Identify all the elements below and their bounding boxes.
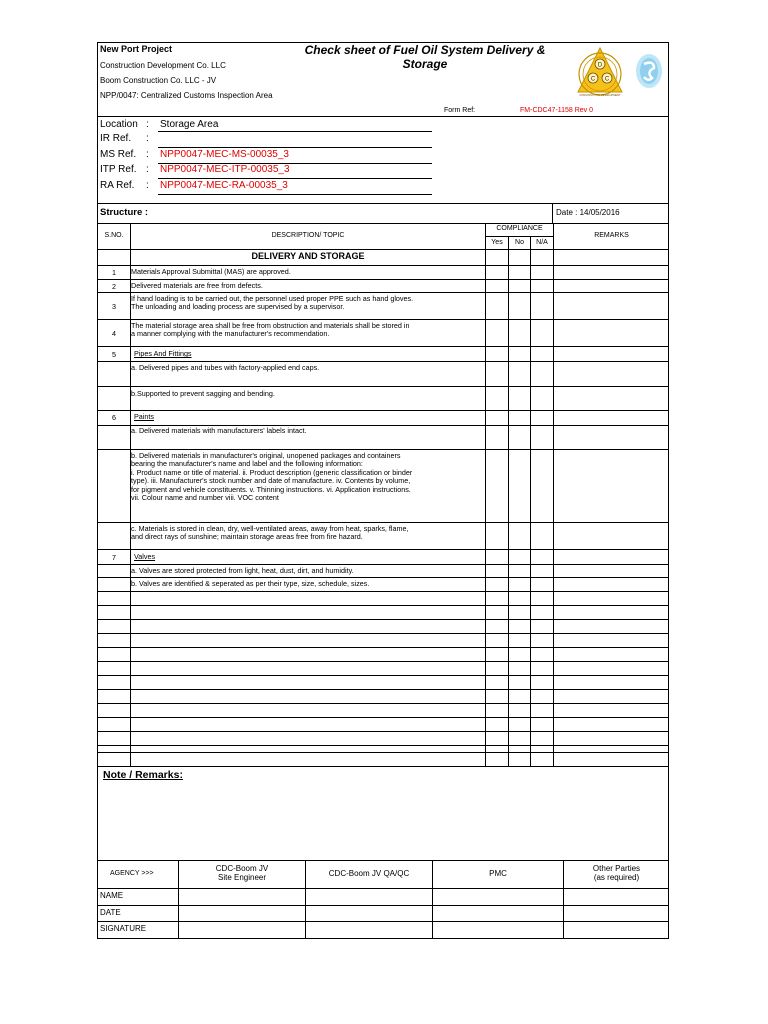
ra-ref-label: RA Ref. [100,180,135,191]
company-logo [574,44,666,102]
table-rule [97,249,669,250]
ir-ref-label: IR Ref. [100,133,132,144]
agency-label: AGENCY >>> [110,870,154,877]
row-description: a. Delivered materials with manufacturers' labels intact. [131,426,307,435]
table-rule [97,860,669,861]
table-rule [97,577,669,578]
pmc-header: PMC [489,869,507,878]
row-subheading: Pipes And Fittings [134,349,192,358]
table-rule [97,633,669,634]
table-rule [97,449,669,450]
table-rule [553,223,554,766]
location-value[interactable]: Storage Area [160,119,219,130]
table-rule [97,386,669,387]
table-rule [97,745,669,746]
table-rule [508,236,509,766]
row-description: b.Supported to prevent sagging and bending. [131,389,275,398]
col-remarks-header: REMARKS [594,232,629,239]
logo-ring-text: CONSTRUCTION DEVELOPMENT [579,94,621,97]
table-rule [97,717,669,718]
sheet-title-line2: Storage [402,57,448,71]
field-underline [158,147,432,148]
logo-letter-c2: C [604,76,610,83]
table-rule [97,921,669,922]
table-rule [97,591,669,592]
table-rule [97,279,669,280]
row-description: b. Valves are identified & seperated as per their type, size, schedule, sizes. [131,579,370,588]
ms-ref-label: MS Ref. [100,149,137,160]
field-underline [158,178,432,179]
col-description-header: DESCRIPTION/ TOPIC [271,232,345,239]
row-subheading: Paints [134,412,154,421]
row-sno: 5 [112,350,116,359]
row-sno: 2 [112,282,116,291]
itp-ref-value[interactable]: NPP0047-MEC-ITP-00035_3 [160,164,290,175]
divider [97,116,669,117]
section-title: DELIVERY AND STORAGE [251,251,365,261]
row-subheading: Valves [134,552,156,561]
logo-letter-c1: C [590,76,596,83]
table-rule [485,236,553,237]
colon: : [146,149,149,160]
table-rule [97,319,669,320]
inspection-date: Date : 14/05/2016 [556,208,620,217]
ra-ref-value[interactable]: NPP0047-MEC-RA-00035_3 [160,180,288,191]
table-rule [97,731,669,732]
row-description: a. Valves are stored protected from light, heat, dust, dirt, and humidity. [131,566,354,575]
company-1: Construction Development Co. LLC [100,61,226,70]
name-row-label: NAME [100,891,124,900]
date-row-label: DATE [100,908,121,917]
divider [97,203,669,204]
row-sno: 7 [112,553,116,562]
logo-letter-d: D [597,62,603,69]
table-rule [97,619,669,620]
note-area[interactable] [100,786,666,858]
row-description: c. Materials is stored in clean, dry, well-ventilated areas, away from heat, sparks, flame, and direct rays of sunshine; maintain storage areas free from fire hazard. [131,524,409,542]
table-rule [97,752,669,753]
table-rule [97,292,669,293]
table-rule [97,410,669,411]
table-rule [97,766,669,767]
row-sno: 6 [112,413,116,422]
signature-row-label: SIGNATURE [100,924,147,933]
table-rule [97,522,669,523]
row-description: b. Delivered materials in manufacturer's original, unopened packages and containers bearing the manufacturer's name and label and the following information: i. Product name or title of material. ii. Product description (generic classification or binder type). iii. Manufacturer's stock number and date of manufacture. iv. Contents by volume, for pigment and vehicle constituents. v. Thinning instructions. vi. Application instructions. vii. Colour name and number viii. VOC content [131,451,413,503]
row-sno: 4 [112,329,116,338]
site-engineer-header: CDC-Boom JV Site Engineer [215,864,269,883]
ms-ref-value[interactable]: NPP0047-MEC-MS-00035_3 [160,149,289,160]
project-name: New Port Project [100,44,173,54]
table-rule [97,703,669,704]
table-rule [97,361,669,362]
structure-label: Structure : [100,207,149,218]
row-description: The material storage area shall be free from obstruction and materials shall be stored in a manner complying with the manufacturer's recommendation. [131,321,410,339]
row-description: a. Delivered pipes and tubes with factory-applied end caps. [131,363,320,372]
table-rule [97,265,669,266]
company-2: Boom Construction Co. LLC - JV [100,76,217,85]
colon: : [146,133,149,144]
col-compliance-header: COMPLIANCE [496,225,543,232]
table-rule [97,675,669,676]
note-label: Note / Remarks: [103,769,183,781]
table-rule [97,888,669,889]
col-na-header: N/A [536,239,548,246]
location-label: Location [100,119,138,130]
col-no-header: No [515,239,524,246]
form-ref-label: Form Ref: [444,107,476,114]
table-rule [485,223,486,766]
table-rule [97,905,669,906]
table-rule [97,346,669,347]
table-rule [97,564,669,565]
colon: : [146,180,149,191]
table-rule [97,689,669,690]
table-rule [97,661,669,662]
table-rule [97,647,669,648]
field-underline [158,131,432,132]
form-ref-value: FM-CDC47-1158 Rev 0 [520,107,594,114]
table-rule [97,223,669,224]
col-yes-header: Yes [491,239,503,246]
other-parties-header: Other Parties (as required) [592,864,641,883]
area-code: NPP/0047: Centralized Customs Inspection Area [100,91,273,100]
colon: : [146,119,149,130]
col-sno-header: S.NO. [104,232,124,239]
table-rule [530,236,531,766]
table-rule [97,605,669,606]
row-sno: 1 [112,268,116,277]
row-description: Delivered materials are free from defects. [131,281,263,290]
row-sno: 3 [112,302,116,311]
table-rule [97,549,669,550]
row-description: If hand loading is to be carried out, the personnel used proper PPE such as hand gloves. The unloading and loading process are supervised by a supervisor. [131,294,414,312]
sheet-title-line1: Check sheet of Fuel Oil System Delivery & [304,43,546,57]
row-description: Materials Approval Submittal (MAS) are approved. [131,267,291,276]
divider [552,203,553,223]
field-underline [158,194,432,195]
colon: : [146,164,149,175]
itp-ref-label: ITP Ref. [100,164,137,175]
qaqc-header: CDC-Boom JV QA/QC [328,869,410,878]
